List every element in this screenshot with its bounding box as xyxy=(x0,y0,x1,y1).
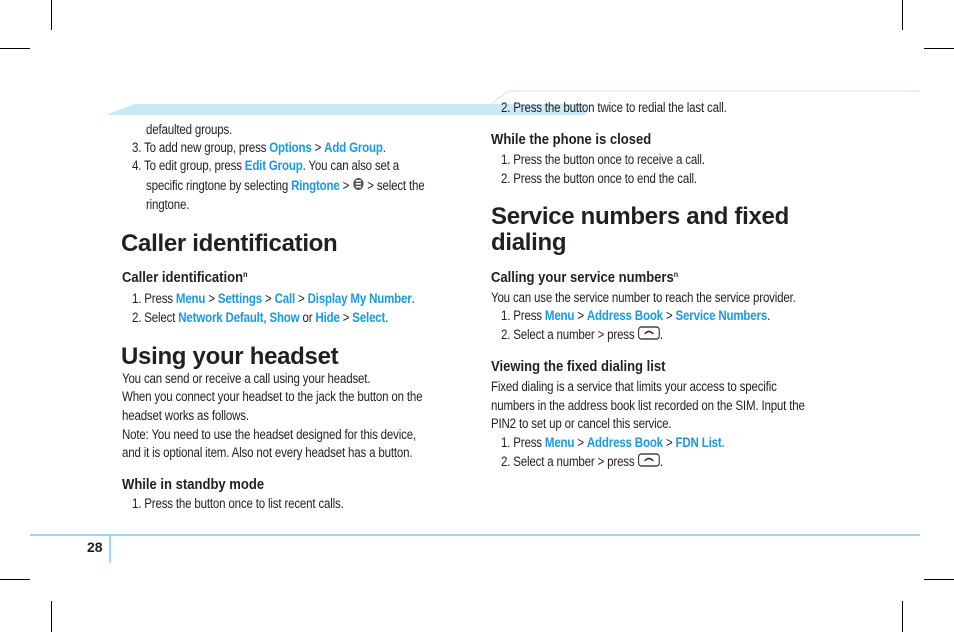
edit-group-ref: Edit Group xyxy=(244,158,303,173)
menu-ref: Menu xyxy=(544,435,575,450)
caller-id-step-2: 2. Select Network Default, Show or Hide > Select. xyxy=(132,310,389,325)
crop-mark xyxy=(0,579,30,580)
address-book-ref: Address Book xyxy=(586,308,663,323)
section-title-service-2: dialing xyxy=(491,229,567,256)
call-key-icon xyxy=(638,453,660,472)
fdn-step-2: 2. Select a number > press . xyxy=(501,453,663,472)
closed-step-1: 1. Press the button once to receive a call. xyxy=(501,152,705,167)
crop-mark xyxy=(51,0,52,30)
fdn-list-ref: FDN List xyxy=(675,435,722,450)
page-number: 28 xyxy=(87,539,103,555)
step-add-group: 3. To add new group, press Options > Add Group. xyxy=(132,140,386,155)
settings-ref: Settings xyxy=(217,291,262,306)
select-ref: Select xyxy=(352,310,386,325)
subheading-closed: While the phone is closed xyxy=(491,132,652,148)
footer-tick xyxy=(109,536,111,563)
crop-mark xyxy=(902,0,903,30)
menu-ref: Menu xyxy=(544,308,575,323)
section-title-service-1: Service numbers and fixed xyxy=(491,203,789,230)
calling-step-2: 2. Select a number > press . xyxy=(501,326,663,345)
crop-mark xyxy=(924,579,954,580)
headset-line-1: You can send or receive a call using your headset. xyxy=(122,371,371,386)
headset-line-5: and it is optional item. Also not every headset has a button. xyxy=(122,445,413,460)
crop-mark xyxy=(924,48,954,49)
caller-id-step-1: 1. Press Menu > Settings > Call > Display My Number. xyxy=(132,291,415,306)
fdn-step-1: 1. Press Menu > Address Book > FDN List. xyxy=(501,435,725,450)
options-ref: Options xyxy=(269,140,312,155)
call-ref: Call xyxy=(274,291,296,306)
display-my-number-ref: Display My Number xyxy=(307,291,412,306)
fixed-line-2: numbers in the address book list recorded on the SIM. Input the xyxy=(491,398,805,413)
menu-ref: Menu xyxy=(175,291,206,306)
line-defaulted-groups: defaulted groups. xyxy=(146,122,233,137)
add-group-ref: Add Group xyxy=(324,140,383,155)
show-ref: Show xyxy=(269,310,300,325)
ringtone-icon xyxy=(352,177,364,196)
line-ringtone: specific ringtone by selecting Ringtone > > select the xyxy=(146,177,424,196)
redial-step-2: 2. Press the button twice to redial the last call. xyxy=(501,100,727,115)
closed-step-2: 2. Press the button once to end the call. xyxy=(501,171,697,186)
section-title-caller-id: Caller identification xyxy=(121,230,338,257)
footer-rule xyxy=(30,534,920,536)
fixed-line-1: Fixed dialing is a service that limits your access to specific xyxy=(491,379,777,394)
ringtone-ref: Ringtone xyxy=(291,178,340,194)
address-book-ref: Address Book xyxy=(586,435,663,450)
subheading-calling-service: Calling your service numbers$^n$ xyxy=(491,270,679,286)
subheading-standby: While in standby mode xyxy=(122,477,265,493)
service-numbers-ref: Service Numbers xyxy=(675,308,768,323)
hide-ref: Hide xyxy=(315,310,340,325)
call-key-icon xyxy=(638,326,660,345)
calling-desc: You can use the service number to reach the service provider. xyxy=(491,290,796,305)
headset-line-3: headset works as follows. xyxy=(122,408,249,423)
subheading-fixed-dialing: Viewing the fixed dialing list xyxy=(491,359,666,375)
crop-mark xyxy=(902,601,903,632)
headset-line-4: Note: You need to use the headset designed for this device, xyxy=(122,427,416,442)
standby-step-1: 1. Press the button once to list recent calls. xyxy=(132,496,344,511)
fixed-line-3: PIN2 to set up or cancel this service. xyxy=(491,416,672,431)
subheading-caller-id: Caller identification$^n$ xyxy=(122,270,248,286)
headset-line-2: When you connect your headset to the jack the button on the xyxy=(122,389,423,404)
calling-step-1: 1. Press Menu > Address Book > Service Numbers. xyxy=(501,308,771,323)
line-ringtone-end: ringtone. xyxy=(146,197,190,212)
section-title-headset: Using your headset xyxy=(121,343,339,370)
network-default-ref: Network Default xyxy=(178,310,264,325)
crop-mark xyxy=(0,48,30,49)
step-edit-group: 4. To edit group, press Edit Group. You can also set a xyxy=(132,158,400,173)
crop-mark xyxy=(51,601,52,632)
